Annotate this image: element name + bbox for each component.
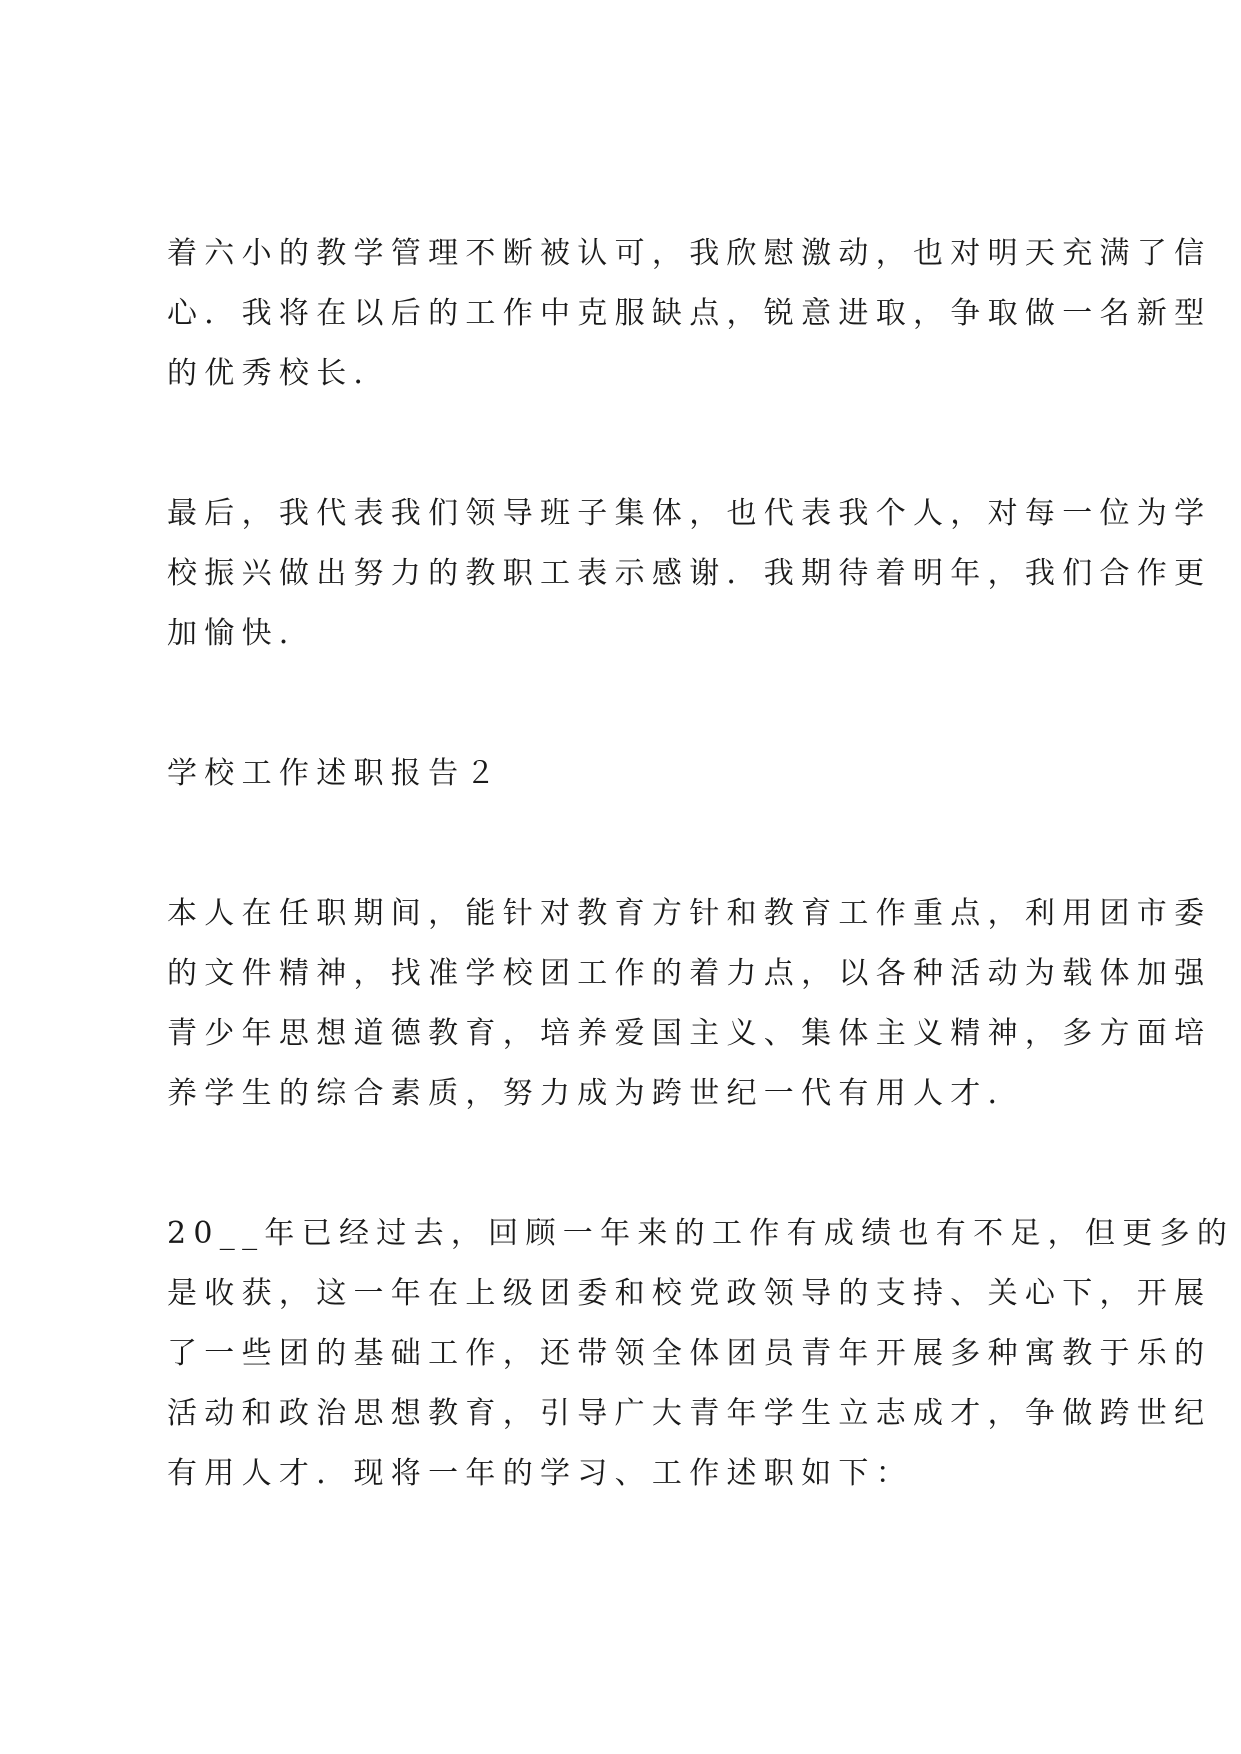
text-line: 着六小的教学管理不断被认可，我欣慰激动，也对明天充满了信	[167, 236, 1212, 271]
text-line: 养学生的综合素质，努力成为跨世纪一代有用人才．	[167, 1076, 1025, 1111]
text-line: 心．我将在以后的工作中克服缺点，锐意进取，争取做一名新型	[167, 296, 1212, 331]
text-line: 青少年思想道德教育，培养爱国主义、集体主义精神，多方面培	[167, 1016, 1212, 1051]
text-line: 的文件精神，找准学校团工作的着力点，以各种活动为载体加强	[167, 956, 1212, 991]
text-line: 最后，我代表我们领导班子集体，也代表我个人，对每一位为学	[167, 496, 1212, 531]
text-line: 加愉快．	[167, 616, 317, 651]
text-line: 20__年已经过去，回顾一年来的工作有成绩也有不足，但更多的	[167, 1216, 1235, 1251]
text-line: 本人在任职期间，能针对教育方针和教育工作重点，利用团市委	[167, 896, 1212, 931]
text-line: 有用人才．现将一年的学习、工作述职如下：	[167, 1456, 913, 1491]
section-heading: 学校工作述职报告２	[167, 756, 503, 791]
text-line: 是收获，这一年在上级团委和校党政领导的支持、关心下，开展	[167, 1276, 1212, 1311]
text-line: 了一些团的基础工作，还带领全体团员青年开展多种寓教于乐的	[167, 1336, 1212, 1371]
text-line: 活动和政治思想教育，引导广大青年学生立志成才，争做跨世纪	[167, 1396, 1212, 1431]
text-line: 校振兴做出努力的教职工表示感谢．我期待着明年，我们合作更	[167, 556, 1212, 591]
text-line: 的优秀校长．	[167, 356, 391, 391]
